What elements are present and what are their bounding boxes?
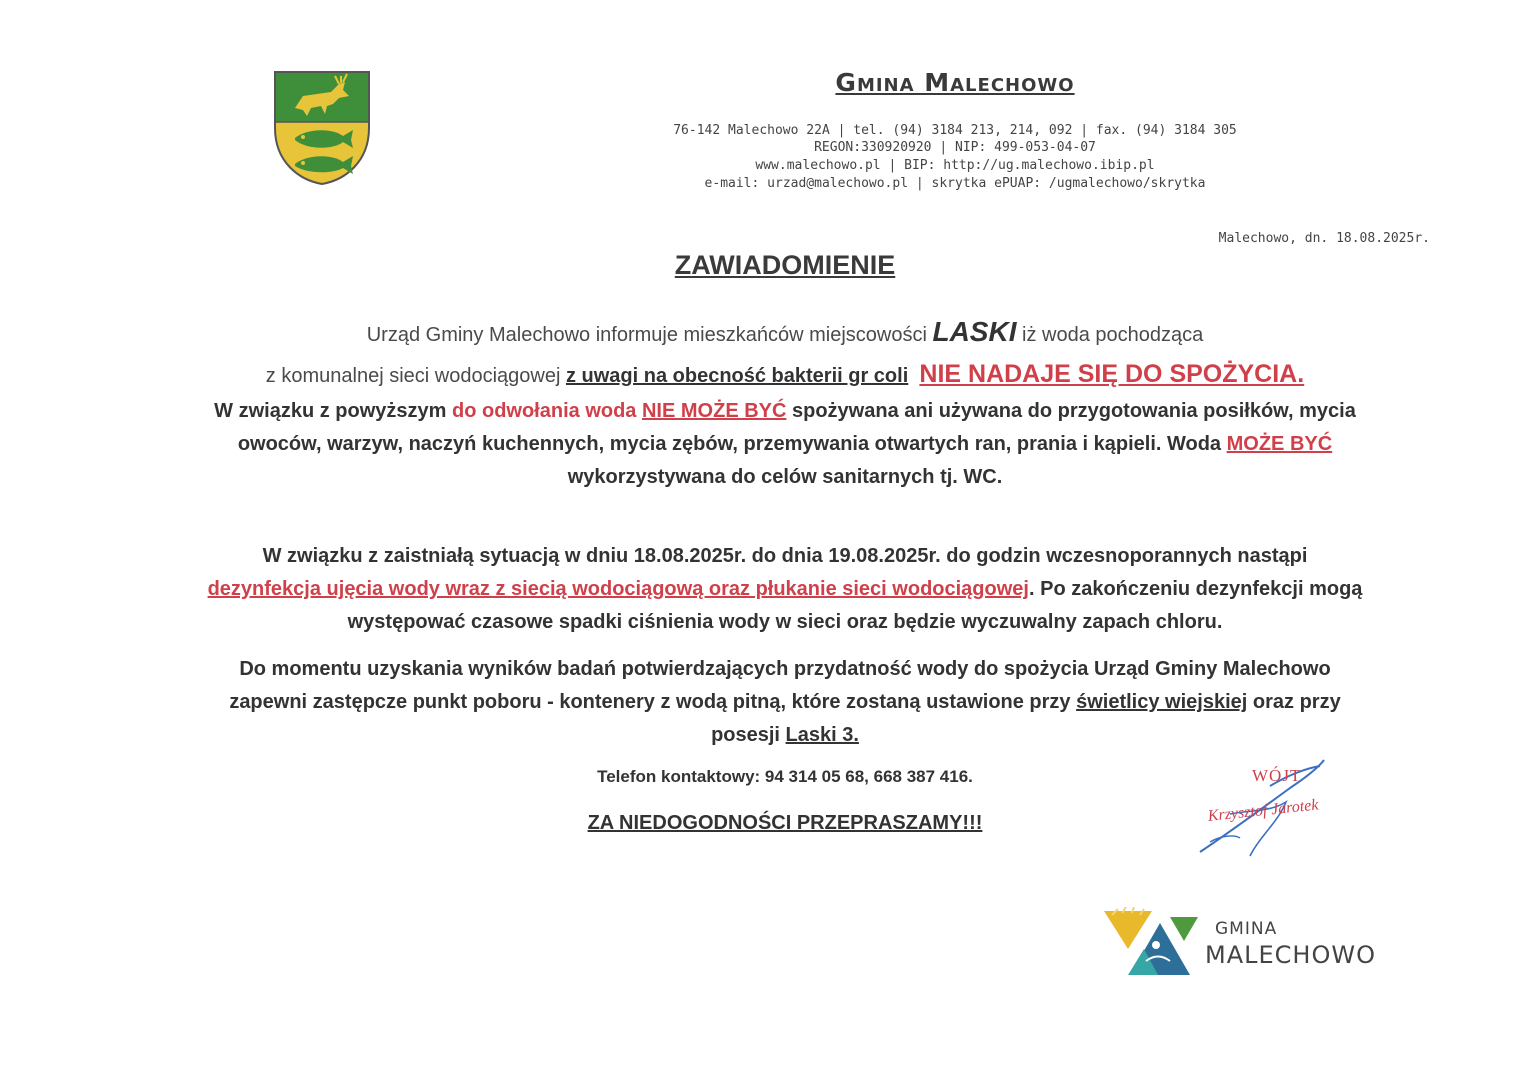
apology-text: ZA NIEDOGODNOŚCI PRZEPRASZAMY!!! [587, 812, 983, 834]
property-location: Laski 3. [785, 724, 859, 746]
bacteria-reason: z uwagi na obecność bakterii gr coli [565, 365, 909, 387]
supply-line-3 [100, 724, 1470, 747]
gmina-logo-icon [1100, 905, 1200, 977]
until-revoked-text: do odwołania woda [451, 400, 642, 422]
disinfection-line-2 [100, 578, 1470, 601]
supply-text: Do momentu uzyskania wyników badań potwierdzających przydatność wody do spożycia Urząd Gminy Malechowo [239, 658, 1331, 680]
disinfection-text: . Po zakończeniu dezynfekcji mogą [1028, 578, 1363, 600]
notice-line-1 [100, 316, 1470, 348]
cannot-be-warning: NIE MOŻE BYĆ [641, 400, 787, 422]
supply-text: posesji [711, 724, 786, 746]
signature-name: Krzysztof Jarotek [1207, 796, 1320, 825]
notice-text: wykorzystywana do celów sanitarnych tj. WC. [567, 466, 1003, 488]
notice-text: Urząd Gminy Malechowo informuje mieszkańców miejscowości [366, 324, 933, 346]
disinfection-text: występować czasowe spadki ciśnienia wody w sieci oraz będzie wyczuwalny zapach chloru. [347, 611, 1223, 633]
document-date: Malechowo, dn. 18.08.2025r. [1218, 231, 1430, 246]
disinfection-text: W związku z zaistniałą sytuacją w dniu 18.08.2025r. do dnia 19.08.2025r. do godzin wczesnoporannych nastąpi [262, 545, 1308, 567]
notice-text: owoców, warzyw, naczyń kuchennych, mycia zębów, przemywania otwartych ran, prania i kąpieli. Woda [237, 433, 1227, 455]
supply-line-1 [100, 658, 1470, 681]
disinfection-highlight: dezynfekcja ujęcia wody wraz z siecią wodociągową oraz płukanie sieci wodociągowej [207, 578, 1029, 600]
contact-phone: Telefon kontaktowy: 94 314 05 68, 668 387 416. [597, 767, 973, 786]
email-line: e-mail: urzad@malechowo.pl | skrytka ePUAP: /ugmalechowo/skrytka [704, 176, 1206, 191]
notice-text: W związku z powyższym [214, 400, 452, 422]
supply-text: zapewni zastępcze punkt poboru - kontenery z wodą pitną, które zostaną ustawione przy [229, 691, 1077, 713]
notice-line-4 [100, 433, 1470, 456]
notice-line-5 [100, 466, 1470, 489]
can-be-note: MOŻE BYĆ [1226, 433, 1333, 455]
document-title: ZAWIADOMIENIE [674, 250, 896, 280]
disinfection-line-1 [100, 545, 1470, 568]
supply-text: oraz przy [1247, 691, 1341, 713]
notice-text: spożywana ani używana do przygotowania posiłków, mycia [786, 400, 1356, 422]
logo-text-gmina: GMINA [1215, 919, 1278, 939]
community-hall-location: świetlicy wiejskiej [1076, 691, 1248, 713]
notice-text: iż woda pochodząca [1016, 324, 1204, 346]
not-drinkable-warning: NIE NADAJE SIĘ DO SPOŻYCIA. [919, 360, 1305, 388]
notice-line-2 [100, 360, 1470, 389]
supply-line-2 [100, 691, 1470, 714]
village-name: LASKI [932, 316, 1017, 347]
registry-line: REGON:330920920 | NIP: 499-053-04-07 [814, 140, 1096, 155]
notice-text: z komunalnej sieci wodociągowej [265, 365, 566, 387]
office-name: Gmina Malechowo [835, 68, 1075, 97]
logo-text-malechowo: MALECHOWO [1205, 941, 1376, 969]
address-line: 76-142 Malechowo 22A | tel. (94) 3184 213, 214, 092 | fax. (94) 3184 305 [673, 123, 1237, 138]
disinfection-line-3 [100, 611, 1470, 634]
signature-title: WÓJT [1252, 766, 1302, 785]
coat-of-arms-icon [273, 70, 371, 186]
notice-line-3 [100, 400, 1470, 423]
website-line: www.malechowo.pl | BIP: http://ug.malechowo.ibip.pl [755, 158, 1155, 173]
